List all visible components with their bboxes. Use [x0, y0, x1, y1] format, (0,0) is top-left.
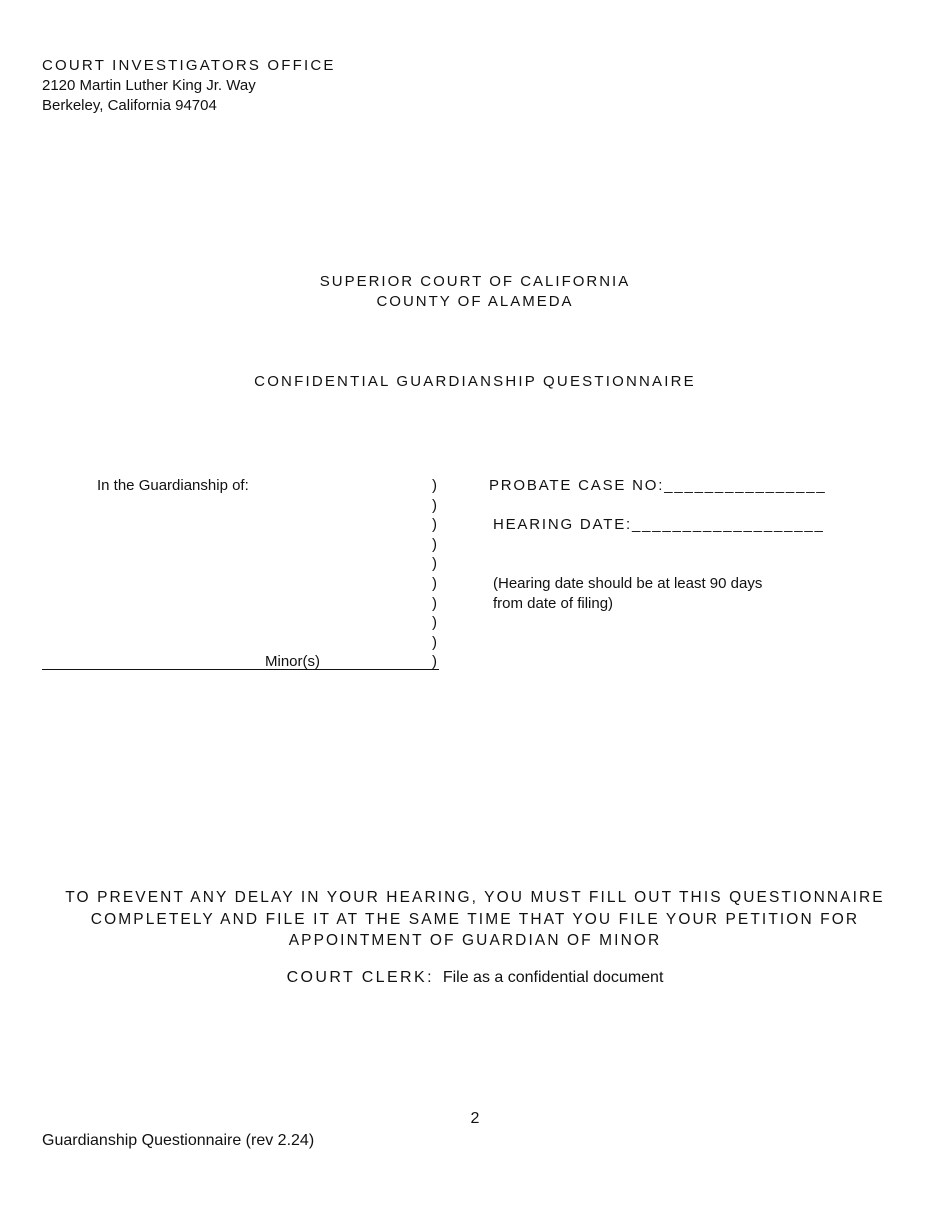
caption-paren-column	[432, 476, 437, 672]
caption-paren: )	[432, 477, 437, 494]
guardianship-label: In the Guardianship of:	[97, 477, 249, 494]
caption-paren: )	[432, 614, 437, 632]
caption-paren: )	[432, 496, 437, 514]
minor-label: Minor(s)	[265, 653, 320, 670]
caption-paren: )	[432, 633, 437, 651]
hearing-date-note	[493, 574, 762, 614]
warning-line1: TO PREVENT ANY DELAY IN YOUR HEARING, YOU MUST FILL OUT THIS QUESTIONNAIRE	[65, 889, 885, 906]
county-name: COUNTY OF ALAMEDA	[376, 293, 574, 310]
caption-paren: )	[432, 594, 437, 612]
office-address-line2: Berkeley, California 94704	[42, 97, 217, 114]
court-clerk-label: COURT CLERK:	[286, 969, 434, 986]
caption-paren: )	[432, 653, 437, 671]
caption-paren: )	[432, 535, 437, 553]
court-clerk-text: File as a confidential document	[442, 969, 664, 986]
probate-case-number-field[interactable]: PROBATE CASE NO:________________	[489, 477, 827, 494]
form-title: CONFIDENTIAL GUARDIANSHIP QUESTIONNAIRE	[254, 373, 696, 390]
caption-paren: )	[432, 516, 437, 534]
office-address-line1: 2120 Martin Luther King Jr. Way	[42, 77, 256, 94]
office-name: COURT INVESTIGATORS OFFICE	[42, 57, 336, 74]
page-number: 2	[470, 1110, 480, 1127]
warning-line3: APPOINTMENT OF GUARDIAN OF MINOR	[288, 932, 662, 949]
hearing-note-line1: (Hearing date should be at least 90 days	[493, 575, 763, 592]
caption-paren: )	[432, 555, 437, 573]
court-heading	[0, 272, 950, 312]
caption-underline	[42, 669, 439, 670]
form-revision-footer: Guardianship Questionnaire (rev 2.24)	[42, 1132, 315, 1149]
court-clerk-instruction	[0, 969, 950, 987]
caption-paren: )	[432, 574, 437, 592]
warning-line2: COMPLETELY AND FILE IT AT THE SAME TIME THAT YOU FILE YOUR PETITION FOR	[90, 910, 860, 928]
office-address-block	[42, 56, 336, 116]
court-name: SUPERIOR COURT OF CALIFORNIA	[319, 273, 631, 290]
hearing-note-line2: from date of filing)	[493, 595, 614, 612]
hearing-date-field[interactable]: HEARING DATE:___________________	[493, 516, 825, 533]
filing-warning	[0, 887, 950, 952]
